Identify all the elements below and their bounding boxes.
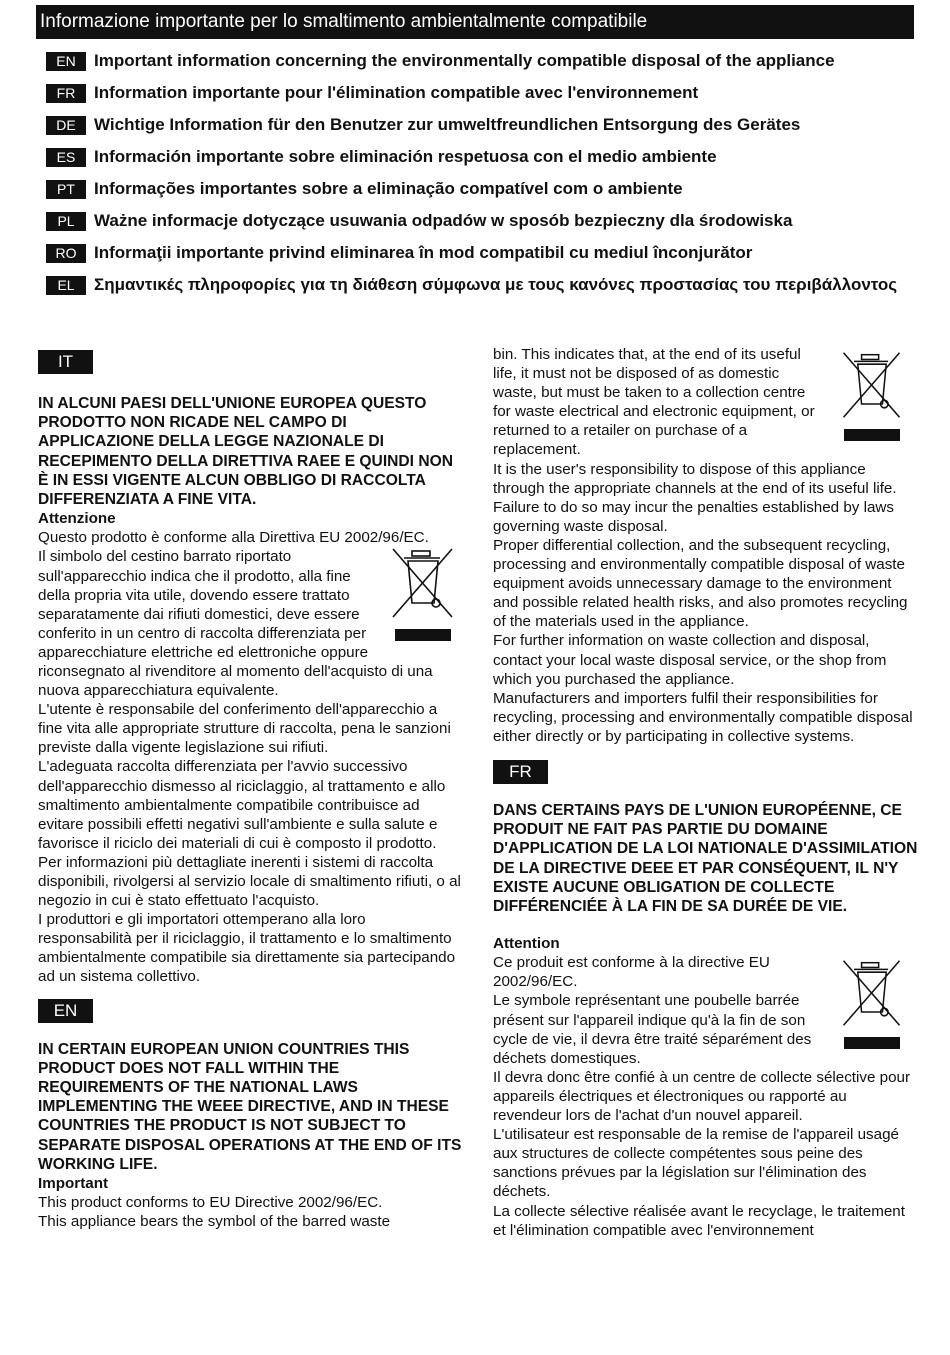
bin-underbar	[395, 629, 451, 641]
language-code: PL	[46, 212, 86, 231]
crossed-bin-icon	[390, 545, 456, 623]
section-tag-fr: FR	[493, 760, 548, 784]
crossed-bin-icon	[835, 957, 909, 1031]
language-row	[46, 274, 916, 296]
it-paragraph: I produttori e gli importatori ottemperano alla loro responsabilità per il riciclaggio, il trattamento e lo smaltimento ambientalmente compatibile sia direttamente sia partecipando ad un sistema collettivo.	[38, 911, 456, 986]
banner-title: Informazione importante per lo smaltimento ambientalmente compatibile	[36, 5, 914, 39]
language-row	[46, 178, 916, 200]
language-row	[46, 82, 916, 104]
it-paragraph: Per informazioni più dettagliate inerenti i sistemi di raccolta disponibili, rivolgersi al servizio locale di smaltimento rifiuti, o al negozio in cui è stato effettuato l'acquisto.	[38, 853, 461, 910]
language-code: FR	[46, 84, 86, 103]
it-paragraph: L'utente è responsabile del conferimento dell'apparecchio a fine vita alle appropriate strutture di raccolta, pena le sanzioni previste dalla vigente legislazione sui rifiuti.	[38, 701, 451, 757]
it-subheading: Attenzione	[38, 510, 116, 528]
fr-paragraph: La collecte sélective réalisée avant le recyclage, le traitement et l'élimination compatible avec l'environnement	[493, 1202, 905, 1239]
en-paragraph: Proper differential collection, and the subsequent recycling, processing and environmentally compatible disposal of waste equipment avoids unnecessary damage to the environment and possible related health risks, and also promotes recycling of the materials used in the appliance.	[493, 536, 908, 631]
it-paragraph: L'adeguata raccolta differenziata per l'avvio successivo dell'apparecchio dismesso al riciclaggio, al trattamento e allo smaltimento ambientalmente compatibile contribuisce ad evitare possibili effetti negativi sull'ambiente e sulla salute e favorisce il riciclo dei materiali di cui è composto il prodotto.	[38, 758, 446, 852]
left-column	[38, 350, 463, 1231]
language-code: EN	[46, 52, 86, 71]
fr-paragraph: Le symbole représentant une poubelle barrée présent sur l'appareil indique qu'à la fin de son cycle de vie, il devra être traité séparément des déchets domestiques.	[493, 992, 812, 1067]
en-paragraph: Manufacturers and importers fulfil their responsibilities for recycling, processing and environmentally compatible disposal either directly or by participating in collective systems.	[493, 689, 913, 745]
right-column	[493, 345, 918, 1240]
en-paragraph: This product conforms to EU Directive 2002/96/EC.	[38, 1194, 383, 1212]
language-row	[46, 146, 916, 168]
fr-subheading: Attention	[493, 935, 560, 953]
language-title: Wichtige Information für den Benutzer zur umweltfreundlichen Entsorgung des Gerätes	[94, 115, 801, 134]
crossed-bin-icon	[835, 349, 909, 423]
language-code: RO	[46, 244, 86, 263]
en-paragraph: For further information on waste collection and disposal, contact your local waste disposal service, or the shop from which you purchased the appliance.	[493, 632, 887, 688]
en-paragraph: This appliance bears the symbol of the barred waste	[38, 1213, 391, 1231]
it-paragraph: Il simbolo del cestino barrato riportato sull'apparecchio indica che il prodotto, alla fine della propria vita utile, dovendo essere trattato separatamente dai rifiuti domestici, deve essere conferito in un centro di raccolta differenziata per apparecchiature elettriche ed elettroniche oppure riconsegnato al rivenditore al momento dell'acquisto di una nuova apparecchiatura equivalente.	[38, 548, 433, 700]
language-title: Information importante pour l'élimination compatible avec l'environnement	[94, 83, 699, 102]
language-code: PT	[46, 180, 86, 199]
it-paragraph: Questo prodotto è conforme alla Direttiva EU 2002/96/EC.	[38, 529, 429, 547]
fr-paragraph: Il devra donc être confié à un centre de collecte sélective pour appareils électriques et électroniques ou rapporté au revendeur lors de l'achat d'un nouvel appareil.	[493, 1068, 911, 1125]
language-list	[46, 50, 916, 306]
bin-underbar	[844, 429, 900, 441]
language-title: Informações importantes sobre a eliminação compatível com o ambiente	[94, 179, 683, 198]
bin-symbol	[826, 349, 918, 451]
section-tag-it: IT	[38, 350, 93, 374]
fr-heading: DANS CERTAINS PAYS DE L'UNION EUROPÉENNE, CE PRODUIT NE FAIT PAS PARTIE DU DOMAINE D'APPLICATION DE LA LOI NATIONALE D'ASSIMILATION DE LA DIRECTIVE DEEE ET PAR CONSÉQUENT, IL N'Y EXISTE AUCUNE OBLIGATION DE COLLECTE DIFFÉRENCIÉE À LA FIN DE SA DURÉE DE VIE.	[493, 801, 918, 915]
language-code: DE	[46, 116, 86, 135]
language-row	[46, 242, 916, 264]
bin-underbar	[844, 1037, 900, 1049]
language-title: Ważne informacje dotyczące usuwania odpadów w sposób bezpieczny dla środowiska	[94, 211, 793, 230]
language-title: Información importante sobre eliminación respetuosa con el medio ambiente	[94, 147, 717, 166]
fr-paragraph: Ce produit est conforme à la directive EU 2002/96/EC.	[493, 954, 770, 991]
it-heading: IN ALCUNI PAESI DELL'UNIONE EUROPEA QUESTO PRODOTTO NON RICADE NEL CAMPO DI APPLICAZIONE DELLA LEGGE NAZIONALE DI RECEPIMENTO DELLA DIRETTIVA RAEE E QUINDI NON È IN ESSI VIGENTE ALCUN OBBLIGO DI RACCOLTA DIFFERENZIATA A FINE VITA.	[38, 395, 453, 509]
en-subheading: Important	[38, 1174, 109, 1192]
language-row	[46, 50, 916, 72]
bin-symbol	[383, 545, 463, 645]
language-title: Important information concerning the environmentally compatible disposal of the appliance	[94, 51, 835, 70]
language-title: Informaţii importante privind eliminarea în mod compatibil cu mediul înconjurător	[94, 243, 753, 262]
language-row	[46, 210, 916, 232]
en-paragraph: It is the user's responsibility to dispose of this appliance through the appropriate channels at the end of its useful life. Failure to do so may incur the penalties established by laws governing waste disposal.	[493, 460, 897, 535]
bin-symbol	[826, 957, 918, 1059]
language-row	[46, 114, 916, 136]
language-code: EL	[46, 276, 86, 295]
language-title: Σημαντικές πληροφορίες για τη διάθεση σύμφωνα με τους κανόνες προστασίας του περιβάλλοντος	[94, 275, 898, 294]
en-heading: IN CERTAIN EUROPEAN UNION COUNTRIES THIS PRODUCT DOES NOT FALL WITHIN THE REQUIREMENTS OF THE NATIONAL LAWS IMPLEMENTING THE WEEE DIRECTIVE, AND IN THESE COUNTRIES THE PRODUCT IS NOT SUBJECT TO SEPARATE DISPOSAL OPERATIONS AT THE END OF ITS WORKING LIFE.	[38, 1040, 462, 1173]
fr-paragraph: L'utilisateur est responsable de la remise de l'appareil usagé aux structures de collecte compétentes sous peine des sanctions prévues par la législation sur l'élimination des déchets.	[493, 1126, 899, 1201]
en-paragraph: bin. This indicates that, at the end of its useful life, it must not be disposed of as domestic waste, but must be taken to a collection centre for waste electrical and electronic equipment, or returned to a retailer on purchase of a replacement.	[493, 346, 815, 459]
language-code: ES	[46, 148, 86, 167]
section-tag-en: EN	[38, 999, 93, 1023]
